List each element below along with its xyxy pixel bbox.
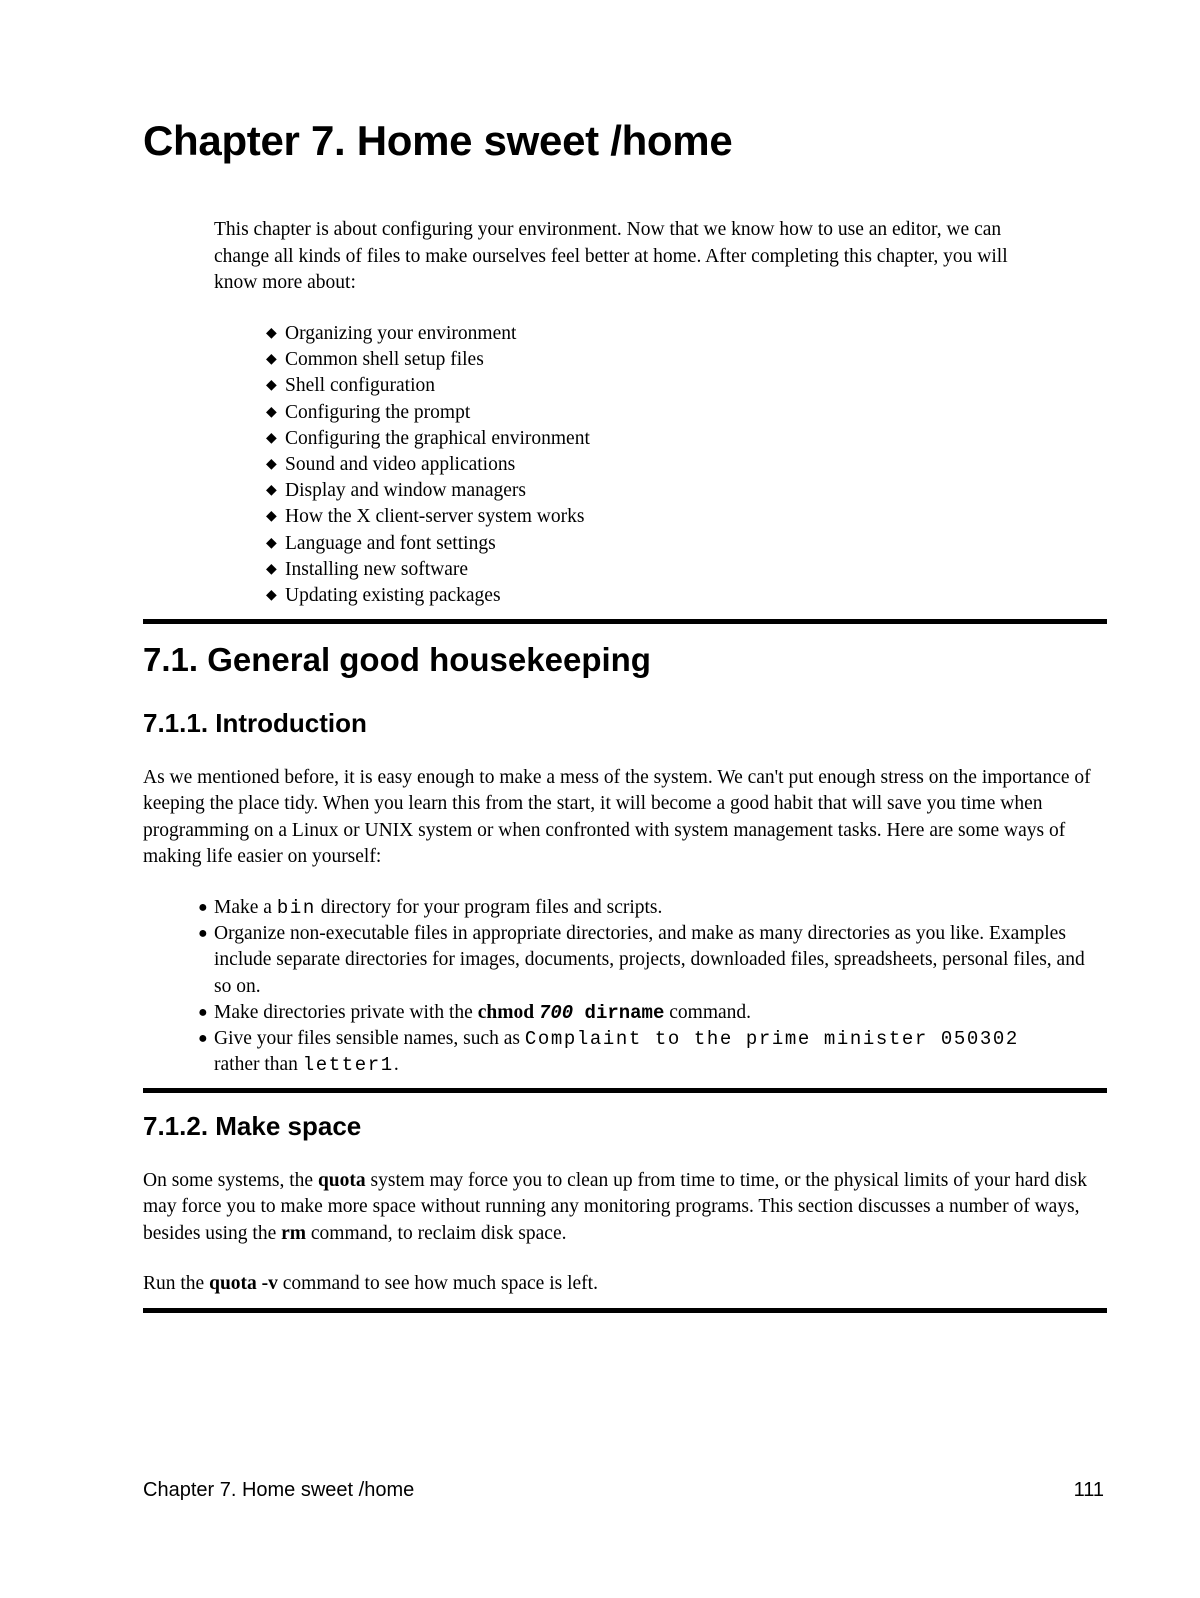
list-item: ◆ How the X client-server system works [266,504,590,530]
inline-code: bin [276,897,316,919]
page-number: 111 [1073,1479,1104,1501]
command-name: chmod [477,1001,535,1023]
list-item: ● Give your files sensible names, such as Complaint to the prime minister 050302 rather than letter1. [198,1028,1019,1077]
section-divider [143,619,1107,624]
bullet-icon: ● [198,1030,208,1048]
diamond-bullet-icon: ◆ [266,535,277,551]
bullet-icon: ● [198,1003,208,1021]
subsection-heading-make-space: 7.1.2. Make space [143,1111,362,1141]
housekeeping-tips-list [198,895,1098,1078]
section-divider [143,1088,1107,1093]
quota-paragraph: Run the quota -v command to see how much space is left. [143,1273,598,1294]
list-item: ● Make directories private with the chmod 700 dirname command. [198,1000,1098,1026]
list-item: ◆ Display and window managers [266,478,590,504]
list-item: ● Make a bin directory for your program files and scripts. [198,895,1098,921]
diamond-bullet-icon: ◆ [266,378,277,394]
subsection-heading-introduction: 7.1.1. Introduction [143,708,367,738]
inline-code: Complaint to the prime minister 050302 [524,1028,1019,1051]
diamond-bullet-icon: ◆ [266,509,277,525]
list-item: ● Organize non-executable files in appropriate directories, and make as many directories as you like. Examples include separate directories for images, documents, projects, downloaded files, spreadsheets, personal files, and so on. [198,923,1085,997]
diamond-bullet-icon: ◆ [266,588,277,604]
bullet-icon: ● [198,899,208,916]
diamond-bullet-icon: ◆ [266,326,277,341]
diamond-bullet-icon: ◆ [266,352,277,368]
make-space-paragraph: On some systems, the quota system may force you to clean up from time to time, or the physical limits of your hard disk may force you to make more space without running any monitoring programs. This section discusses a number of ways, besides using the rm command, to reclaim disk space. [143,1170,1087,1244]
list-item: ◆ Language and font settings [266,531,590,557]
introduction-paragraph: As we mentioned before, it is easy enough to make a mess of the system. We can't put enough stress on the importance of keeping the place tidy. When you learn this from the start, it will become a good habit that will save you time when programming on a Linux or UNIX system or when confronted with system management tasks. Here are some ways of making life easier on yourself: [143,767,1091,867]
diamond-bullet-icon: ◆ [266,430,277,446]
chapter-intro: This chapter is about configuring your environment. Now that we know how to use an editor, we can change all kinds of files to make ourselves feel better at home. After completing this chapter, you will know more about: [214,219,1008,293]
list-item: ◆ Organizing your environment [266,321,590,347]
diamond-bullet-icon: ◆ [266,561,277,577]
command-name: quota [317,1170,366,1191]
chapter-title: Chapter 7. Home sweet /home [143,117,733,164]
list-item: ◆ Common shell setup files [266,347,590,373]
list-item: ◆ Updating existing packages [266,583,590,609]
list-item: ◆ Configuring the prompt [266,400,590,426]
list-item: ◆ Installing new software [266,557,590,583]
command-args: 700 dirname [538,1001,665,1024]
footer-chapter-title: Chapter 7. Home sweet /home [143,1479,415,1501]
inline-code: letter1 [302,1054,394,1077]
diamond-bullet-icon: ◆ [266,404,277,420]
diamond-bullet-icon: ◆ [266,483,277,499]
section-divider [143,1308,1107,1313]
section-heading: 7.1. General good housekeeping [143,641,651,678]
bullet-icon: ● [198,925,208,943]
list-item: ◆ Configuring the graphical environment [266,426,590,452]
list-item: ◆ Sound and video applications [266,452,590,478]
command-name: quota -v [209,1273,278,1294]
chapter-topics-list [266,321,590,609]
diamond-bullet-icon: ◆ [266,457,277,473]
command-name: rm [281,1222,307,1244]
list-item: ◆ Shell configuration [266,373,590,399]
